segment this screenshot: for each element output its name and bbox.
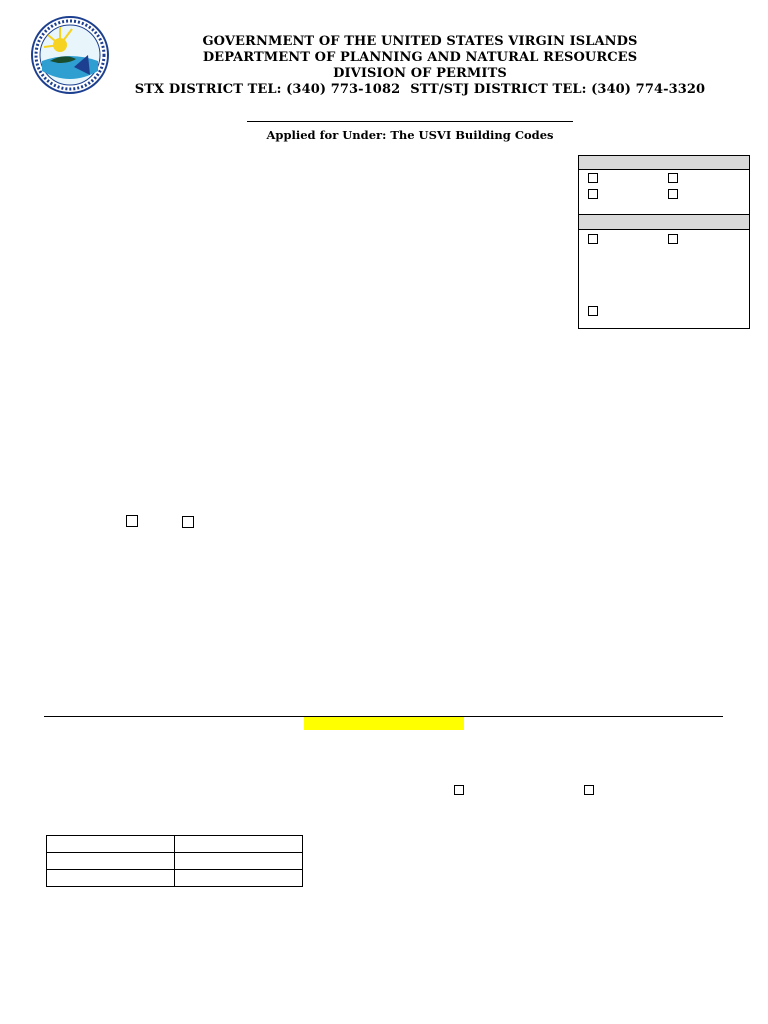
- checkbox-icon[interactable]: [454, 785, 464, 795]
- header-phones: [130, 82, 710, 98]
- checkbox-icon[interactable]: [588, 189, 598, 199]
- agency-header: [130, 34, 710, 98]
- checkbox-icon[interactable]: [668, 189, 678, 199]
- header-divider: [247, 121, 573, 122]
- table-cell[interactable]: [175, 836, 303, 853]
- checkbox-icon[interactable]: [182, 516, 194, 528]
- work-type-header-band: [579, 214, 749, 230]
- checkbox-icon[interactable]: [668, 173, 678, 183]
- checkbox-icon[interactable]: [126, 515, 138, 527]
- table-cell[interactable]: [47, 836, 175, 853]
- applied-under-label: Applied for Under: The USVI Building Codes: [266, 128, 554, 142]
- permit-type-header-band: [579, 156, 749, 170]
- table-cell[interactable]: [47, 853, 175, 870]
- checkbox-icon[interactable]: [668, 234, 678, 244]
- table-cell[interactable]: [175, 870, 303, 887]
- highlighted-field: [304, 717, 464, 730]
- table-row: [47, 870, 303, 887]
- dpnr-seal-icon: [30, 15, 110, 95]
- checkbox-icon[interactable]: [588, 234, 598, 244]
- permit-type-box: [578, 155, 750, 329]
- header-government: GOVERNMENT OF THE UNITED STATES VIRGIN ISLANDS: [202, 34, 638, 49]
- checkbox-icon[interactable]: [584, 785, 594, 795]
- checkbox-icon[interactable]: [588, 306, 598, 316]
- table-row: [47, 836, 303, 853]
- stx-phone: STX DISTRICT TEL: (340) 773-1082: [134, 82, 401, 97]
- table-row: [47, 853, 303, 870]
- table-cell[interactable]: [175, 853, 303, 870]
- table-cell[interactable]: [47, 870, 175, 887]
- header-department: DEPARTMENT OF PLANNING AND NATURAL RESOURCES: [202, 50, 638, 65]
- checkbox-icon[interactable]: [588, 173, 598, 183]
- stt-phone: STT/STJ DISTRICT TEL: (340) 774-3320: [410, 82, 706, 97]
- info-table: [46, 835, 303, 887]
- header-division: DIVISION OF PERMITS: [333, 66, 507, 81]
